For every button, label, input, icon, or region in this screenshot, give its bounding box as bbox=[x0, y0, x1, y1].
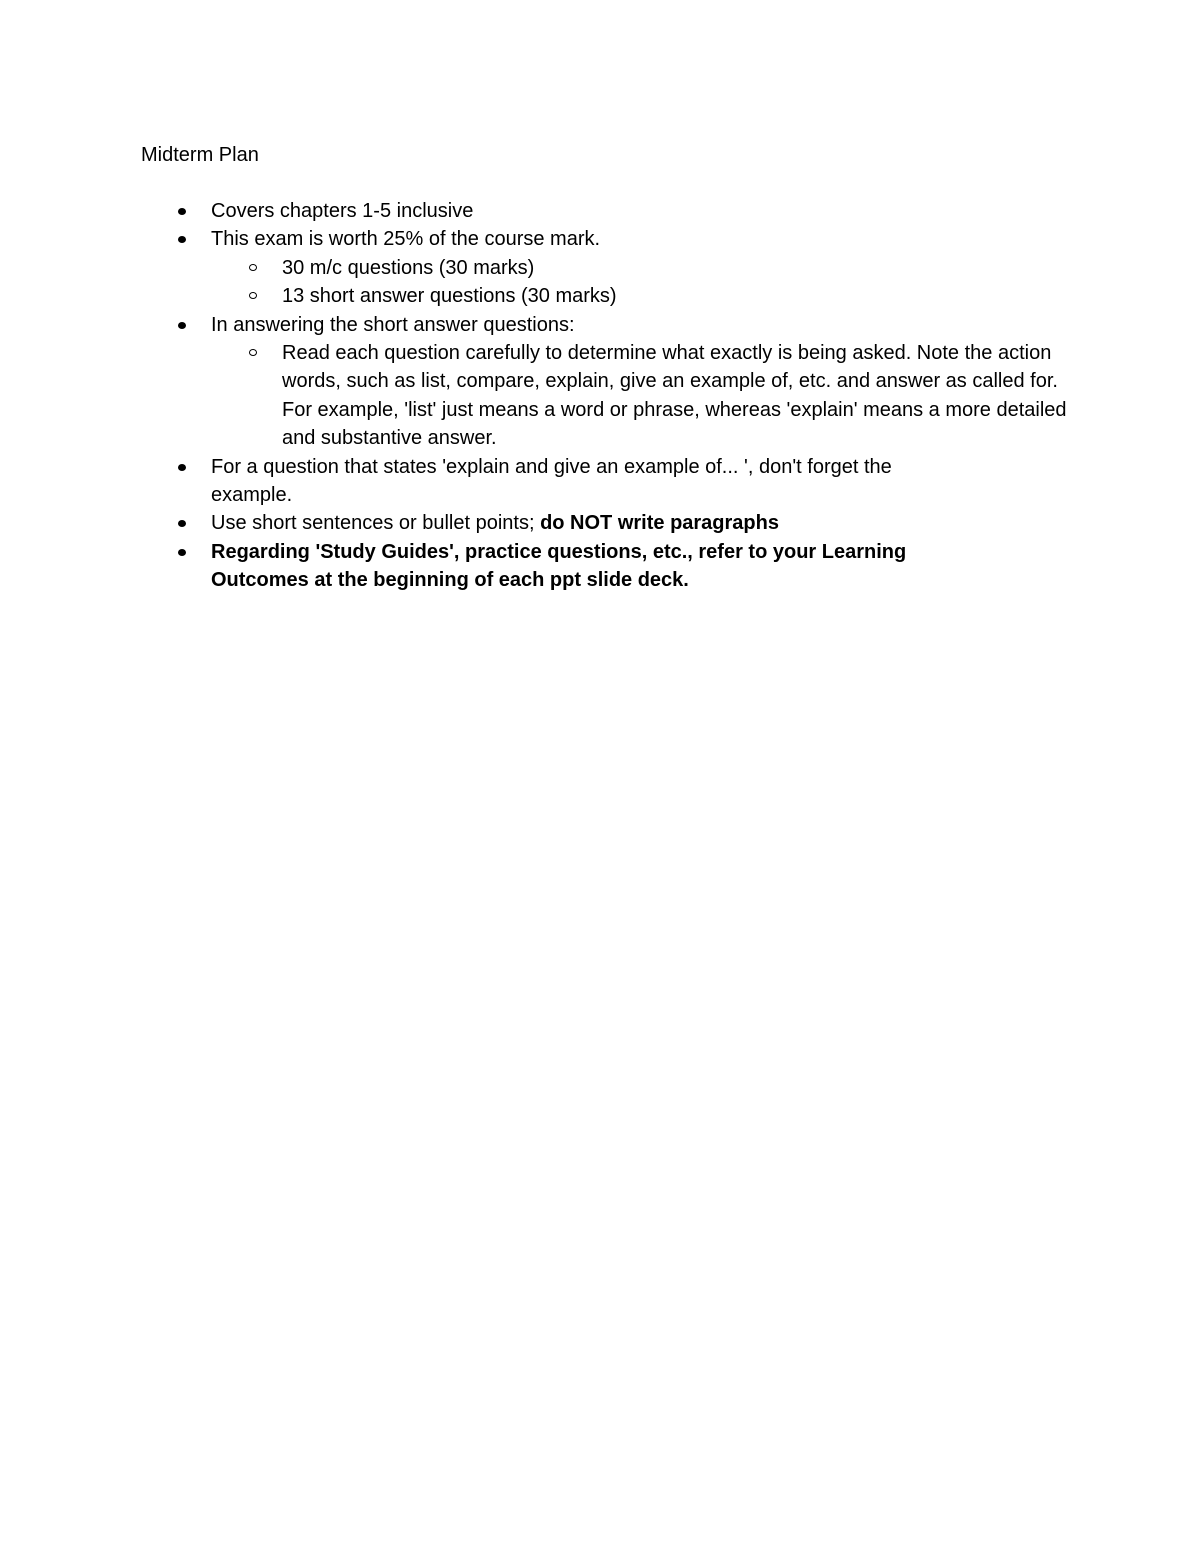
list-item bbox=[0, 453, 971, 510]
bullet-dot-icon bbox=[178, 208, 186, 215]
bullet-dot-icon bbox=[178, 549, 186, 556]
document-title: Midterm Plan bbox=[141, 144, 259, 166]
list-item-text: Use short sentences or bullet points; bbox=[211, 512, 541, 535]
bullet-dot-icon bbox=[178, 236, 186, 243]
sub-list-item bbox=[0, 339, 1072, 453]
list-item-text: Covers chapters 1-5 inclusive bbox=[211, 200, 474, 222]
list-item-text: 13 short answer questions (30 marks) bbox=[282, 285, 617, 308]
list-item-text: This exam is worth 25% of the course mark. bbox=[211, 228, 601, 251]
list-item-text: Read each question carefully to determine what exactly is being asked. Note the action words, such as list, compare, explain, give an example of, etc. and answer as called for. For example, 'list' just means a word or phrase, whereas 'explain' means a more detailed and substantive answer. bbox=[282, 342, 1067, 450]
list-item bbox=[0, 311, 971, 339]
list-item-bold-text: do NOT write paragraphs bbox=[540, 512, 779, 535]
list-item bbox=[0, 509, 971, 537]
list-item bbox=[0, 197, 971, 225]
list-item bbox=[0, 225, 971, 253]
list-item-bold-text: Regarding 'Study Guides', practice questions, etc., refer to your Learning Outcomes at the beginning of each ppt slide deck. bbox=[211, 540, 907, 592]
bullet-circle-icon bbox=[249, 292, 257, 299]
list-item-text: For a question that states 'explain and give an example of... ', don't forget the example. bbox=[211, 455, 892, 507]
bullet-circle-icon bbox=[249, 349, 257, 356]
sub-list-item bbox=[0, 254, 1072, 282]
sub-list-item bbox=[0, 282, 1072, 310]
list-item-text: In answering the short answer questions: bbox=[211, 313, 575, 336]
bullet-circle-icon bbox=[249, 264, 257, 271]
bullet-dot-icon bbox=[178, 322, 186, 329]
bullet-dot-icon bbox=[178, 464, 186, 471]
list-item-text: 30 m/c questions (30 marks) bbox=[282, 256, 535, 279]
list-item bbox=[0, 538, 971, 595]
bullet-list bbox=[0, 197, 1200, 595]
bullet-dot-icon bbox=[178, 520, 186, 527]
